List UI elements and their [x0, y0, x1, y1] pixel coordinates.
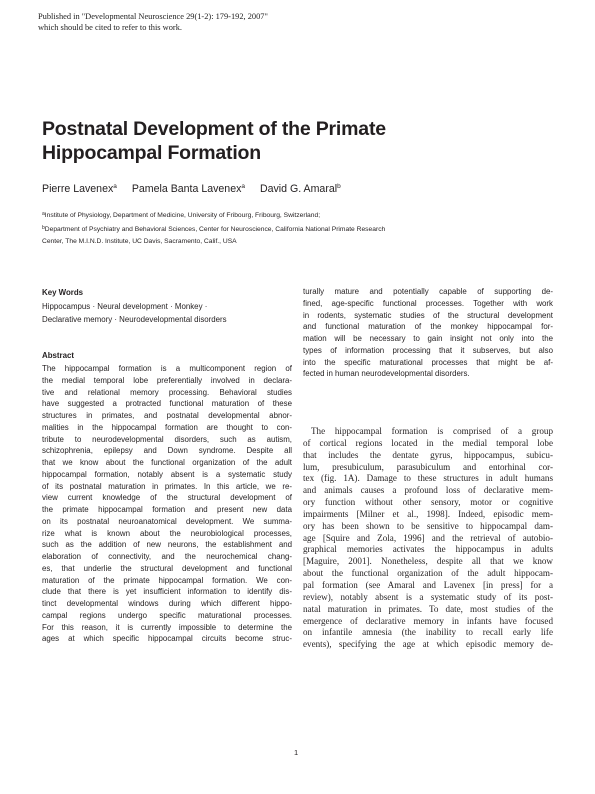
text-line: tive and relational memory processing. Behavioral studies	[42, 387, 292, 397]
abstract-text	[42, 363, 292, 645]
keywords-heading: Key Words	[42, 288, 84, 297]
author: Pierre Lavenex$^a$	[42, 183, 117, 195]
text-line: elaboration of connectivity, and the neurochemical chang-	[42, 552, 292, 561]
affiliations	[42, 208, 542, 249]
title-line1: Postnatal Development of the Primate	[42, 118, 386, 140]
text-line: age [Squire and Zola, 1996] and the retrieval of autobio-	[303, 532, 553, 543]
text-line: ages at which specific hippocampal circuits become struc-	[42, 634, 292, 644]
text-line: fined, age-specific functional processes. Together with work	[303, 298, 553, 308]
text-line: clude that there is yet insufficient information to identify dis-	[42, 587, 292, 597]
text-line: pal formation (see Amaral and Lavenex [in press] for a	[303, 579, 553, 590]
text-line: events), specifying the age at which episodic memory de-	[303, 639, 553, 650]
text-line: ory function without other sensory, motor or cognitive	[303, 497, 553, 508]
publication-note	[38, 11, 338, 33]
keywords-line2: Declarative memory · Neurodevelopmental disorders	[42, 315, 227, 325]
text-line: ory has been shown to be sensitive to hippocampal dam-	[303, 520, 553, 531]
text-line: fected in human neurodevelopmental disorders.	[303, 369, 470, 379]
text-line: view current knowledge of the structural development of	[42, 493, 292, 503]
text-line: of its postnatal maturation in primates. In this article, we re-	[42, 481, 292, 491]
text-line: maturation of the primate hippocampal formation. We con-	[42, 575, 292, 585]
text-line: tribute to neurodevelopmental disorders, such as autism,	[42, 434, 292, 444]
text-line: turally mature and potentially capable of supporting de-	[303, 287, 553, 296]
text-line: rize what is known about the neurobiological processes,	[42, 528, 292, 538]
text-line: campal regions undergo specific maturational processes.	[42, 610, 292, 620]
text-line: and animals causes a profound loss of declarative mem-	[303, 485, 553, 496]
text-line: in rodents, systematic studies of the structural development	[303, 310, 553, 320]
abstract-text-continued	[303, 286, 553, 380]
keywords-line1: Hippocampus · Neural development · Monkey ·	[42, 302, 208, 311]
text-line: the medial temporal lobe preferentially involved in declara-	[42, 375, 292, 385]
text-line: emergence of declarative memory in infants have focused	[303, 615, 553, 626]
text-line: have suggested a protracted functional maturation of these	[42, 399, 292, 409]
author: Pamela Banta Lavenex$^a$	[131, 183, 246, 195]
text-line: [Maguire, 2001]. Nonetheless, despite all that we know	[303, 556, 553, 567]
text-line: structures in primates, and postnatal developmental abnor-	[42, 411, 292, 420]
title-line2: Hippocampal Formation	[42, 142, 261, 164]
text-line: impairments [Milner et al., 1998]. Indeed, episodic mem-	[303, 508, 553, 519]
text-line: tinct developmental windows during which different hippo-	[42, 599, 292, 608]
text-line: of cortical regions located in the medial temporal lobe	[303, 437, 553, 448]
affiliation-b-continued: Center, The M.I.N.D. Institute, UC Davis, Sacramento, Calif., USA	[42, 238, 237, 246]
text-line: The hippocampal formation is a multicomponent region of	[42, 364, 292, 373]
text-line: types of information processing that it subserves, but also	[303, 345, 553, 355]
text-line: For this reason, it is currently impossible to determine the	[42, 622, 292, 632]
article-title	[42, 117, 502, 165]
text-line: about the functional organization of the adult hippocam-	[303, 568, 553, 579]
text-line: hippocampal formation, notably absent is a systematic study	[42, 469, 292, 479]
text-line: into the specific maturational processes that might be af-	[303, 357, 553, 367]
text-line: lum, presubiculum, parasubiculum and entorhinal cor-	[303, 461, 553, 472]
affiliation-a: $^a$Institute of Physiology, Department of Medicine, University of Fribourg, Fribourg, Switzerland;	[42, 211, 321, 219]
author-list	[42, 183, 353, 195]
publication-note-line2: which should be cited to refer to this work.	[38, 23, 182, 32]
text-line: such as the addition of new neurons, the establishment and	[42, 540, 292, 550]
text-line: natal maturation in primates. To date, most studies of the	[303, 603, 553, 614]
text-line: schizophrenia, epilepsy and Down syndrome. Despite all	[42, 446, 292, 456]
author: David G. Amaral$^b$	[259, 183, 341, 195]
text-line: on its postnatal neuroanatomical development. We summa-	[42, 516, 292, 526]
abstract-heading: Abstract	[42, 351, 75, 360]
text-line: graphical memories activates the hippocampus in adults	[303, 544, 553, 555]
text-line: that we know about the functional organization of the adult	[42, 458, 292, 467]
text-line: on infantile amnesia (the inability to recall early life	[303, 627, 553, 638]
text-line: and functional maturation of the monkey hippocampal for-	[303, 322, 553, 332]
keywords-list	[42, 300, 302, 327]
text-line: review), notably absent is a systematic study of its post-	[303, 591, 553, 602]
text-line: es, that underlie the structural development and functional	[42, 563, 292, 573]
affiliation-b: $^b$Department of Psychiatry and Behavioral Sciences, Center for Neuroscience, California National Primate Research	[42, 225, 386, 234]
text-line: the primate hippocampal formation and present new data	[42, 505, 292, 514]
text-line: tex (fig. 1A). Damage to these structures in adult humans	[303, 473, 553, 484]
text-line: mation will be necessary to gain insight not only into the	[303, 334, 553, 343]
text-line: that includes the dentate gyrus, hippocampus, subicu-	[303, 449, 553, 460]
page-number: 1	[294, 748, 299, 757]
text-line: The hippocampal formation is comprised of a group	[311, 426, 553, 436]
body-text	[303, 426, 553, 651]
text-line: malities in the hippocampal formation are thought to con-	[42, 422, 292, 432]
publication-note-line1: Published in "Developmental Neuroscience 29(1-2): 179-192, 2007"	[38, 12, 268, 21]
